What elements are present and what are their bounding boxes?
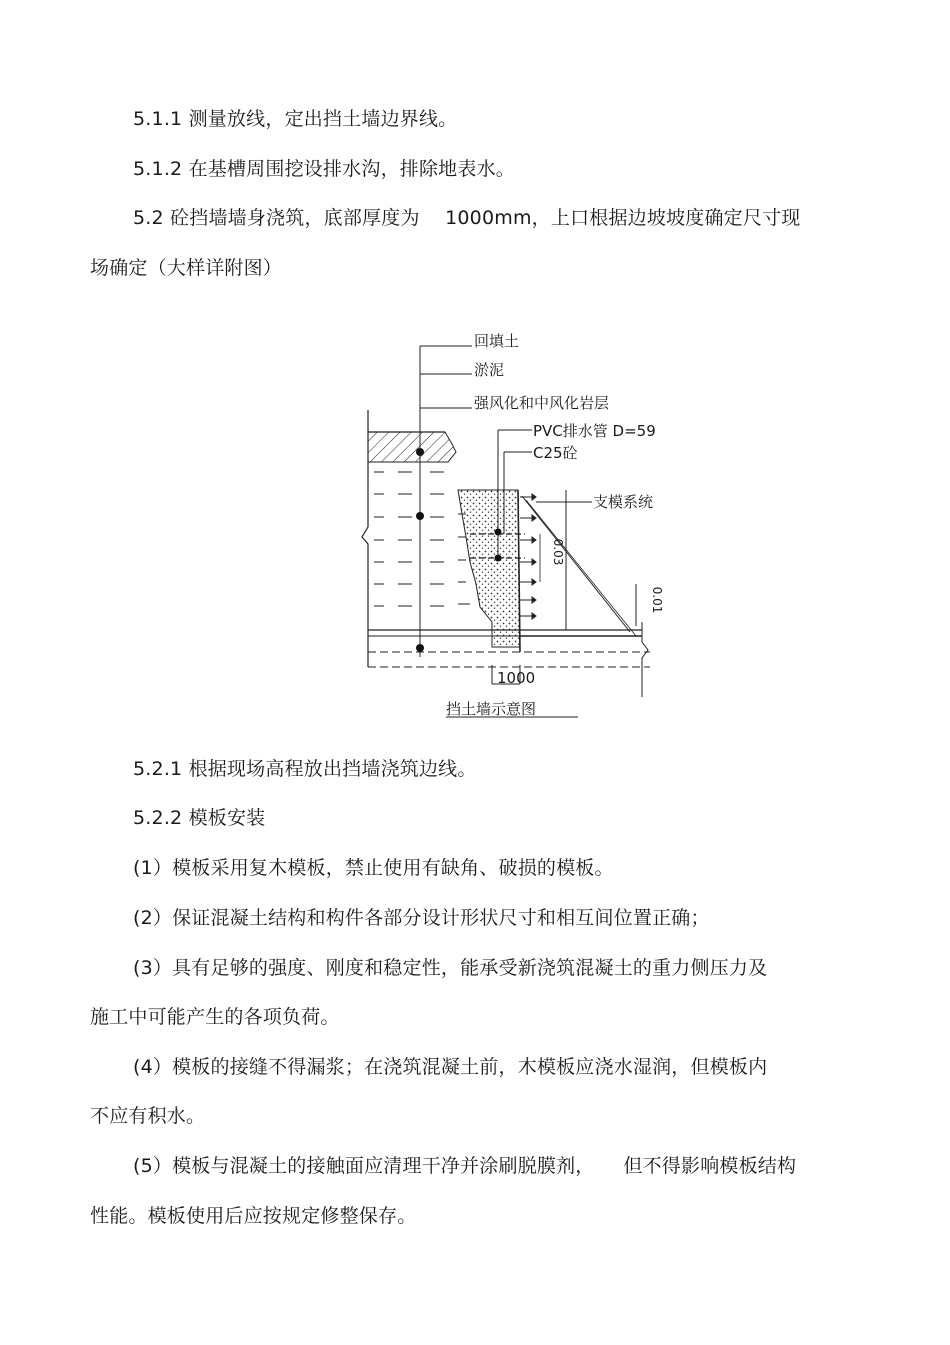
label-silt: 淤泥 — [474, 361, 505, 379]
list-item-2: (2）保证混凝土结构和构件各部分设计形状尺寸和相互间位置正确； — [133, 907, 710, 929]
paragraph-5-2-line1: 5.2 砼挡墙墙身浇筑，底部厚度为 1000mm，上口根据边坡坡度确定尺寸现 — [133, 207, 801, 229]
label-concrete: C25砼 — [533, 444, 578, 462]
list-item-3-line2: 施工中可能产生的各项负荷。 — [90, 1006, 340, 1028]
paragraph-5-2-1: 5.2.1 根据现场高程放出挡墙浇筑边线。 — [133, 758, 477, 780]
list-item-4-line1: (4）模板的接缝不得漏浆；在浇筑混凝土前，木模板应浇水湿润，但模板内 — [133, 1056, 768, 1078]
paragraph-5-2-line2: 场确定（大样详附图） — [90, 257, 283, 279]
list-item-5-line1: (5）模板与混凝土的接触面应清理干净并涂刷脱膜剂， 但不得影响模板结构 — [133, 1155, 797, 1177]
list-item-5-line2: 性能。模板使用后应按规定修整保存。 — [90, 1205, 417, 1227]
slope-ratio-left-label: 0.03 — [551, 538, 565, 566]
backfill-layer — [368, 432, 456, 462]
support-brace — [522, 496, 630, 632]
soil-boundary-line — [362, 410, 368, 667]
label-weathered-rock: 强风化和中风化岩层 — [474, 394, 610, 412]
figure-caption: 挡土墙示意图 — [446, 700, 537, 718]
label-formwork-support: 支模系统 — [593, 493, 654, 511]
paragraph-5-1-2: 5.1.2 在基槽周围挖设排水沟，排除地表水。 — [133, 158, 515, 180]
label-pvc-pipe: PVC排水管 D=59 — [533, 422, 656, 440]
concrete-wall — [458, 490, 520, 647]
list-item-1: (1）模板采用复木模板，禁止使用有缺角、破损的模板。 — [133, 857, 614, 879]
paragraph-5-2-2: 5.2.2 模板安装 — [133, 807, 266, 829]
retaining-wall-diagram — [340, 322, 690, 722]
slope-ratio-right-label: 0.01 — [650, 586, 664, 614]
list-item-3-line1: (3）具有足够的强度、刚度和稳定性，能承受新浇筑混凝土的重力侧压力及 — [133, 957, 768, 979]
list-item-4-line2: 不应有积水。 — [90, 1105, 206, 1127]
silt-layer-marks — [374, 472, 470, 606]
label-backfill: 回填土 — [474, 332, 520, 350]
paragraph-5-1-1: 5.1.1 测量放线，定出挡土墙边界线。 — [133, 108, 458, 130]
formwork-arrows — [520, 494, 536, 619]
dimension-label: 1000 — [497, 669, 536, 687]
